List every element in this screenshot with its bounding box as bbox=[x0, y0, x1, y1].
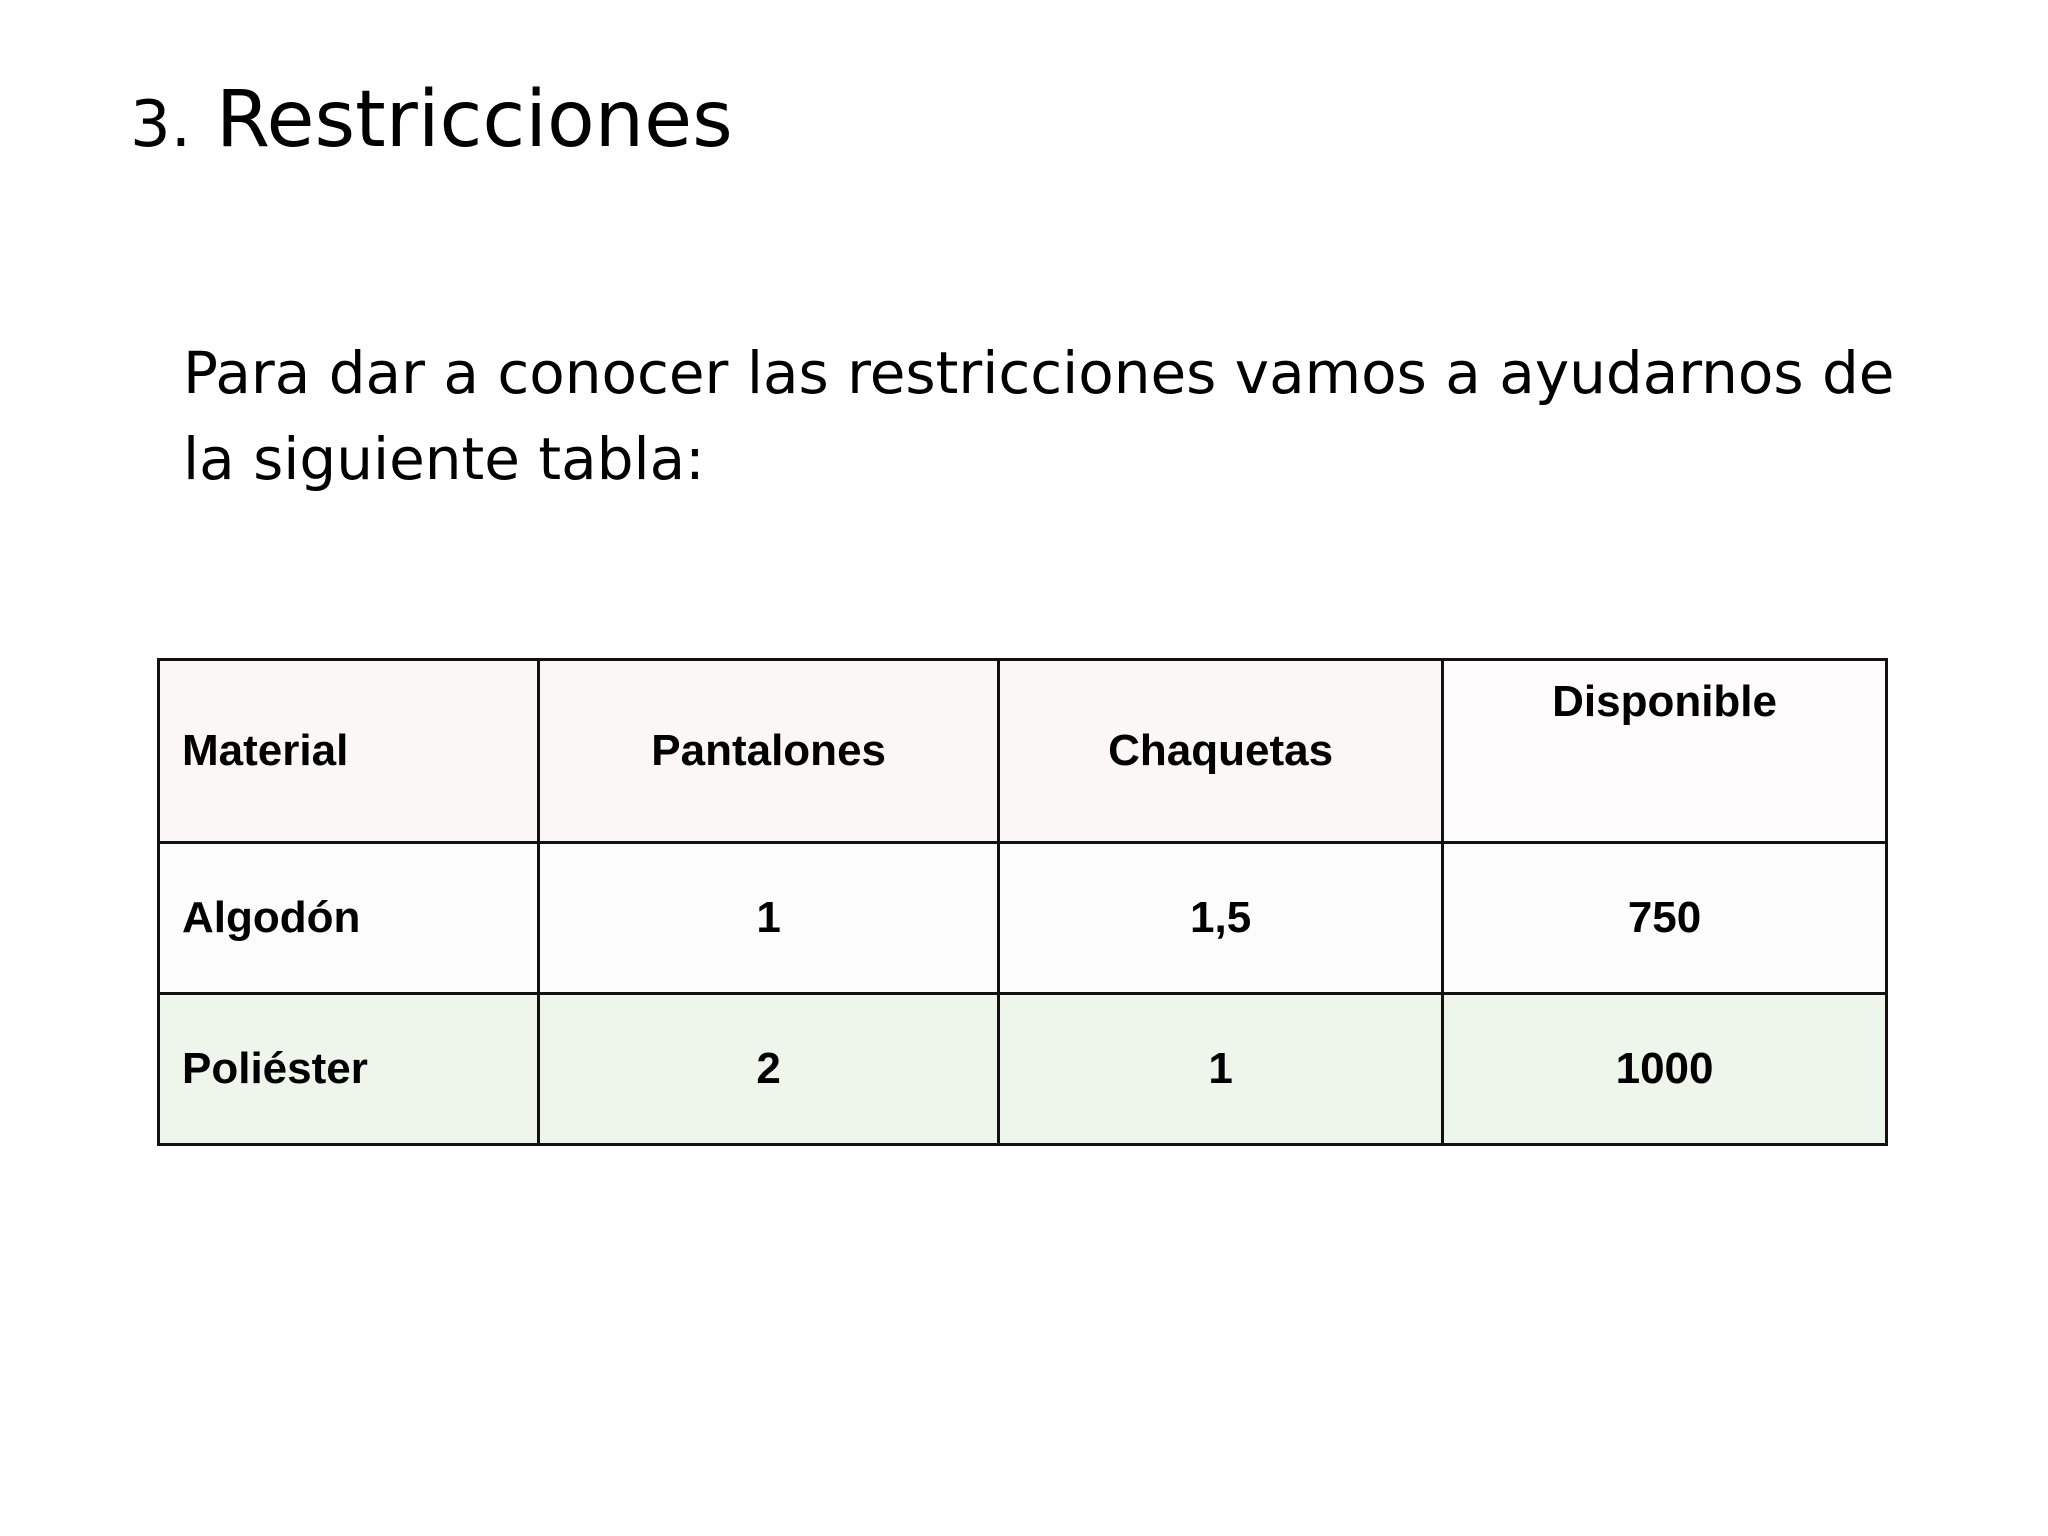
cell-algodon-pantalones: 1 bbox=[539, 843, 999, 994]
cell-algodon-disponible: 750 bbox=[1443, 843, 1887, 994]
header-disponible: Disponible bbox=[1443, 660, 1887, 843]
title-number: 3. bbox=[130, 88, 192, 162]
title-text: Restricciones bbox=[191, 75, 733, 165]
table-row bbox=[159, 994, 1887, 1145]
slide-title bbox=[130, 75, 733, 165]
cell-poliester-pantalones: 2 bbox=[539, 994, 999, 1145]
cell-poliester-chaquetas: 1 bbox=[999, 994, 1443, 1145]
header-chaquetas: Chaquetas bbox=[999, 660, 1443, 843]
row-label-algodon: Algodón bbox=[159, 843, 539, 994]
intro-text: Para dar a conocer las restricciones vamos a ayudarnos de la siguiente tabla: bbox=[183, 339, 1895, 493]
table-row bbox=[159, 843, 1887, 994]
restrictions-table bbox=[157, 658, 1888, 1146]
table-header-row bbox=[159, 660, 1887, 843]
row-label-poliester: Poliéster bbox=[159, 994, 539, 1145]
header-pantalones: Pantalones bbox=[539, 660, 999, 843]
header-material: Material bbox=[159, 660, 539, 843]
cell-algodon-chaquetas: 1,5 bbox=[999, 843, 1443, 994]
cell-poliester-disponible: 1000 bbox=[1443, 994, 1887, 1145]
